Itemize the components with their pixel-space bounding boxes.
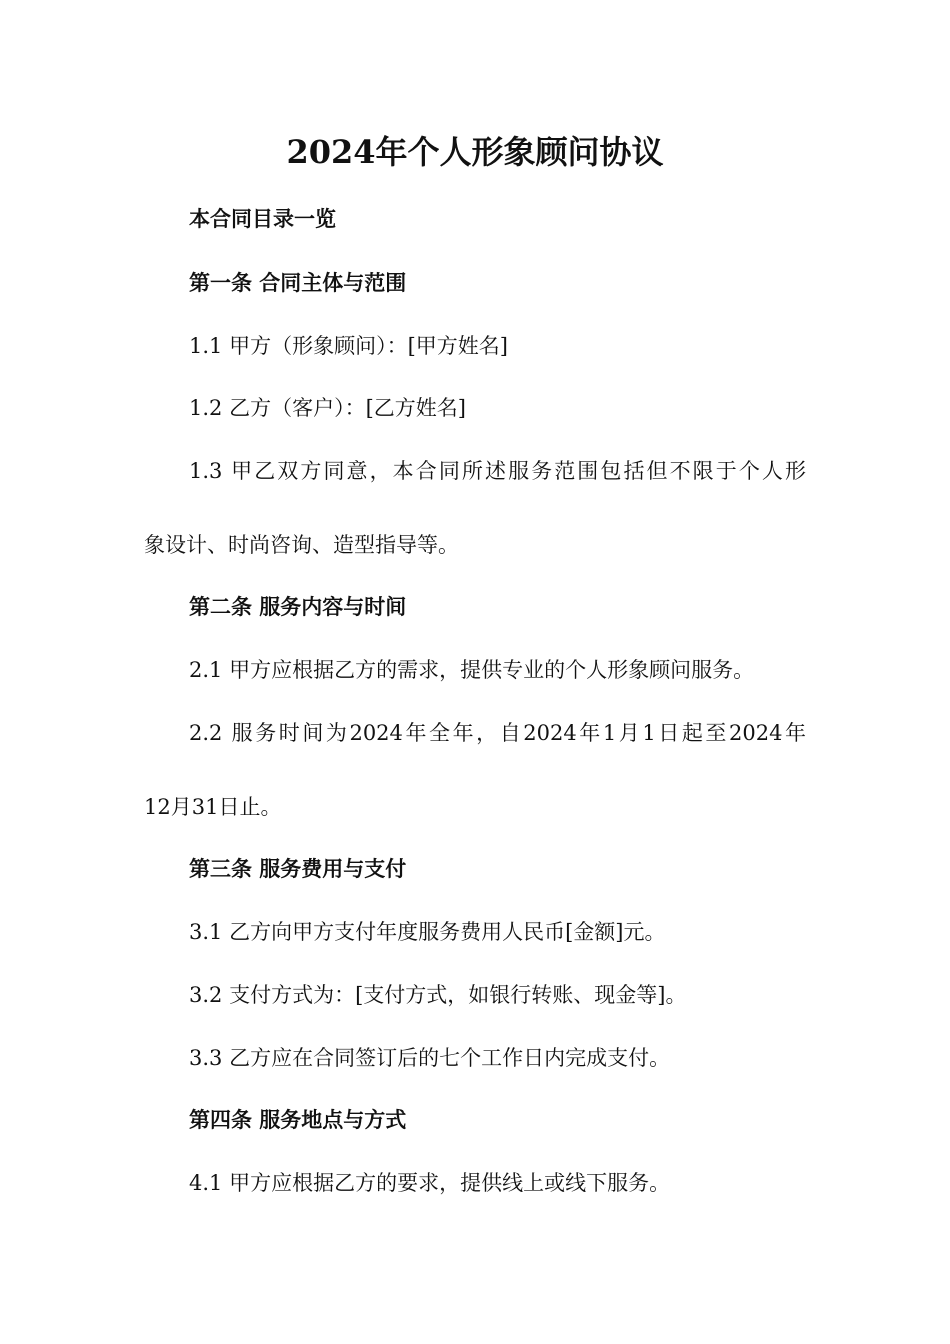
clause-1-2: 1.2 乙方（客户）：[乙方姓名] xyxy=(189,396,466,420)
section-heading-4: 第四条 服务地点与方式 xyxy=(189,1107,407,1132)
clause-4-1: 4.1 甲方应根据乙方的要求，提供线上或线下服务。 xyxy=(189,1171,671,1195)
document-title: 2024年个人形象顾问协议 xyxy=(286,133,664,171)
clause-1-3-line-1: 1.3 甲乙双方同意，本合同所述服务范围包括但不限于个人形 xyxy=(189,459,806,483)
section-heading-2: 第二条 服务内容与时间 xyxy=(189,594,407,619)
clause-2-2-line-2: 12月31日止。 xyxy=(144,795,282,819)
clause-3-1: 3.1 乙方向甲方支付年度服务费用人民币[金额]元。 xyxy=(189,920,666,944)
section-heading-1: 第一条 合同主体与范围 xyxy=(189,270,407,295)
clause-1-1: 1.1 甲方（形象顾问）：[甲方姓名] xyxy=(189,334,508,358)
clause-1-3-line-2: 象设计、时尚咨询、造型指导等。 xyxy=(144,533,459,557)
clause-3-2: 3.2 支付方式为：[支付方式，如银行转账、现金等]。 xyxy=(189,983,687,1007)
clause-3-3: 3.3 乙方应在合同签订后的七个工作日内完成支付。 xyxy=(189,1046,671,1070)
toc-heading: 本合同目录一览 xyxy=(189,206,336,231)
clause-2-1: 2.1 甲方应根据乙方的需求，提供专业的个人形象顾问服务。 xyxy=(189,658,755,682)
section-heading-3: 第三条 服务费用与支付 xyxy=(189,856,407,881)
clause-2-2-line-1: 2.2 服务时间为2024年全年，自2024年1月1日起至2024年 xyxy=(189,721,806,745)
